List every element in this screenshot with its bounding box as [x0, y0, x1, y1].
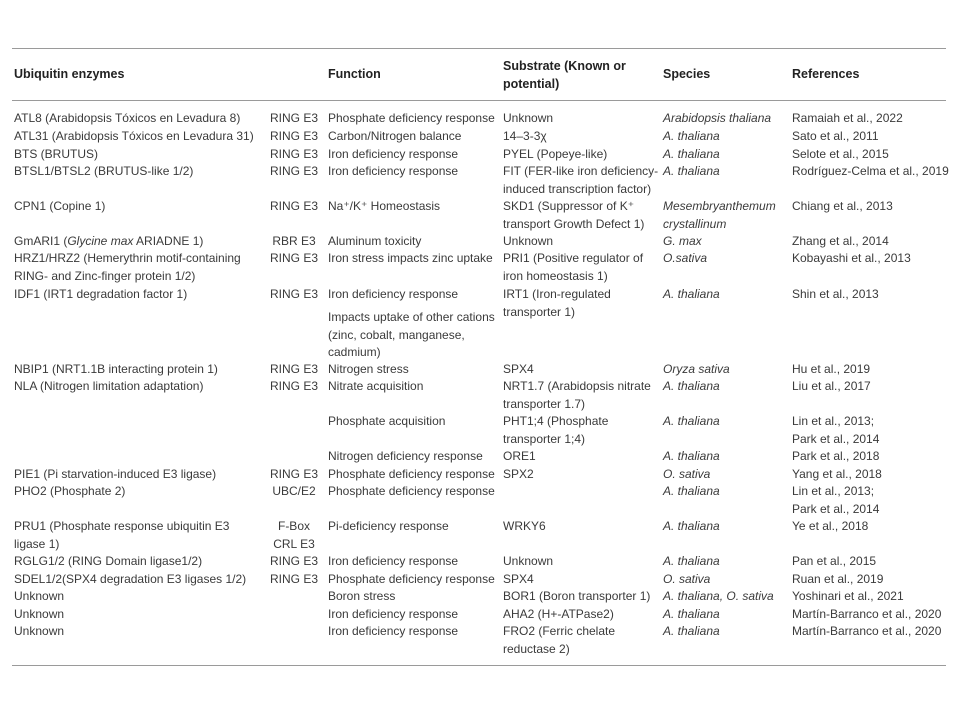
- function-cell: Phosphate acquisition: [328, 414, 446, 428]
- substrate-line: FIT (FER-like iron deficiency-: [503, 164, 659, 178]
- substrate-line: IRT1 (Iron-regulated: [503, 287, 611, 301]
- column-header-substrate: [503, 58, 626, 93]
- function-cell: Aluminum toxicity: [328, 234, 422, 248]
- substrate-line: SKD1 (Suppressor of K⁺: [503, 199, 635, 213]
- substrate-cell: [503, 198, 644, 233]
- enzyme-cell: NLA (Nitrogen limitation adaptation): [14, 379, 204, 393]
- reference-cell: Hu et al., 2019: [792, 362, 871, 376]
- substrate-cell: [503, 250, 643, 285]
- enzyme-type-cell: RING E3: [269, 199, 318, 213]
- substrate-line: transport Growth Defect 1): [503, 216, 645, 231]
- substrate-cell: [503, 623, 615, 658]
- enzyme-type-cell: [264, 518, 324, 553]
- enzyme-cell: RGLG1/2 (RING Domain ligase1/2): [14, 554, 203, 568]
- function-cell: Carbon/Nitrogen balance: [328, 129, 462, 143]
- enzyme-type-cell: RING E3: [269, 554, 318, 568]
- species-cell: O. sativa: [663, 467, 711, 481]
- enzyme-text: GmARI1 (: [14, 234, 68, 248]
- species-cell: A. thaliana: [663, 287, 720, 301]
- function-cell: Iron deficiency response: [328, 287, 459, 301]
- enzyme-cell: [14, 233, 203, 251]
- substrate-cell: Unknown: [503, 111, 554, 125]
- function-cell: Iron deficiency response: [328, 164, 459, 178]
- species-cell: A. thaliana: [663, 379, 720, 393]
- species-cell: Arabidopsis thaliana: [663, 111, 772, 125]
- species-line: Mesembryanthemum: [663, 199, 776, 213]
- enzyme-cell: ATL8 (Arabidopsis Tóxicos en Levadura 8): [14, 111, 241, 125]
- enzyme-cell: Unknown: [14, 589, 65, 603]
- substrate-line: transporter 1;4): [503, 431, 586, 446]
- enzyme-cell: BTS (BRUTUS): [14, 147, 98, 161]
- species-cell: A. thaliana: [663, 554, 720, 568]
- enzyme-type-cell: RING E3: [269, 164, 318, 178]
- enzyme-type-cell: RING E3: [269, 572, 318, 586]
- substrate-cell: Unknown: [503, 234, 554, 248]
- function-cell: Iron deficiency response: [328, 624, 459, 638]
- substrate-cell: [503, 378, 651, 413]
- substrate-line: transporter 1): [503, 304, 576, 319]
- reference-cell: Selote et al., 2015: [792, 147, 889, 161]
- substrate-cell: BOR1 (Boron transporter 1): [503, 589, 651, 603]
- enzyme-type-cell: RING E3: [269, 379, 318, 393]
- species-cell: G. max: [663, 234, 702, 248]
- column-header-species: Species: [663, 67, 711, 81]
- species-cell: A. thaliana: [663, 484, 720, 498]
- substrate-cell: WRKY6: [503, 519, 546, 533]
- reference-cell: Ruan et al., 2019: [792, 572, 884, 586]
- function-cell: Nitrogen stress: [328, 362, 409, 376]
- enzyme-cell: Unknown: [14, 607, 65, 621]
- column-header-substrate-line2: potential): [503, 76, 560, 91]
- function-cell: Phosphate deficiency response: [328, 572, 495, 586]
- substrate-cell: ORE1: [503, 449, 536, 463]
- substrate-line: FRO2 (Ferric chelate: [503, 624, 616, 638]
- reference-line: Lin et al., 2013;: [792, 414, 875, 428]
- reference-line: Park et al., 2014: [792, 501, 880, 516]
- enzyme-line: HRZ1/HRZ2 (Hemerythrin motif-containing: [14, 251, 241, 265]
- species-cell: A. thaliana: [663, 129, 720, 143]
- enzyme-cell: PIE1 (Pi starvation-induced E3 ligase): [14, 467, 217, 481]
- species-cell: A. thaliana: [663, 414, 720, 428]
- enzyme-cell: ATL31 (Arabidopsis Tóxicos en Levadura 31): [14, 129, 254, 143]
- substrate-cell: PYEL (Popeye-like): [503, 147, 608, 161]
- function-cell: Phosphate deficiency response: [328, 484, 495, 498]
- reference-cell: [792, 483, 879, 518]
- substrate-cell: [503, 286, 611, 321]
- substrate-line: NRT1.7 (Arabidopsis nitrate: [503, 379, 651, 393]
- function-cell: Na⁺/K⁺ Homeostasis: [328, 199, 441, 213]
- reference-line: Lin et al., 2013;: [792, 484, 875, 498]
- enzyme-species-italic: Glycine max: [67, 234, 134, 248]
- reference-cell: Zhang et al., 2014: [792, 234, 889, 248]
- function-cell: Iron deficiency response: [328, 554, 459, 568]
- enzyme-cell: [14, 250, 241, 285]
- reference-cell: Martín-Barranco et al., 2020: [792, 607, 942, 621]
- species-cell: A. thaliana: [663, 147, 720, 161]
- function-cell: Boron stress: [328, 589, 396, 603]
- enzyme-cell: BTSL1/BTSL2 (BRUTUS-like 1/2): [14, 164, 194, 178]
- table-top-rule: [12, 48, 946, 49]
- function-cell: Iron deficiency response: [328, 607, 459, 621]
- enzyme-text: ARIADNE 1): [133, 234, 204, 248]
- reference-cell: Park et al., 2018: [792, 449, 880, 463]
- enzyme-cell: IDF1 (IRT1 degradation factor 1): [14, 287, 188, 301]
- reference-cell: Kobayashi et al., 2013: [792, 251, 911, 265]
- substrate-line: induced transcription factor): [503, 181, 652, 196]
- species-cell: A. thaliana, O. sativa: [663, 589, 774, 603]
- enzyme-type-cell: RING E3: [269, 111, 318, 125]
- function-cell: Nitrate acquisition: [328, 379, 424, 393]
- reference-cell: [792, 413, 879, 448]
- enzyme-cell: NBIP1 (NRT1.1B interacting protein 1): [14, 362, 218, 376]
- substrate-cell: [503, 163, 658, 198]
- substrate-line: PRI1 (Positive regulator of: [503, 251, 644, 265]
- column-header-references: References: [792, 67, 860, 81]
- table-bottom-rule: [12, 665, 946, 666]
- function-cell: Phosphate deficiency response: [328, 467, 495, 481]
- function-cell: Iron stress impacts zinc uptake: [328, 251, 493, 265]
- enzyme-type-cell: RING E3: [269, 362, 318, 376]
- enzyme-type-line: F-Box: [277, 519, 310, 533]
- function-cell: Phosphate deficiency response: [328, 111, 495, 125]
- function-cell: Iron deficiency response: [328, 147, 459, 161]
- substrate-cell: AHA2 (H+-ATPase2): [503, 607, 614, 621]
- reference-cell: Rodríguez-Celma et al., 2019: [792, 164, 949, 178]
- substrate-cell: SPX4: [503, 572, 534, 586]
- reference-cell: Ye et al., 2018: [792, 519, 869, 533]
- reference-cell: Martín-Barranco et al., 2020: [792, 624, 942, 638]
- function-line: (zinc, cobalt, manganese,: [328, 327, 465, 342]
- species-cell: A. thaliana: [663, 519, 720, 533]
- enzyme-cell: CPN1 (Copine 1): [14, 199, 106, 213]
- reference-line: Park et al., 2014: [792, 431, 880, 446]
- species-cell: A. thaliana: [663, 449, 720, 463]
- enzyme-type-line: CRL E3: [273, 536, 315, 551]
- species-cell: Oryza sativa: [663, 362, 730, 376]
- enzyme-type-cell: RING E3: [269, 287, 318, 301]
- function-cell: Nitrogen deficiency response: [328, 449, 483, 463]
- substrate-cell: [503, 413, 608, 448]
- substrate-line: reductase 2): [503, 641, 570, 656]
- reference-cell: Shin et al., 2013: [792, 287, 879, 301]
- species-line: crystallinum: [663, 216, 727, 231]
- enzyme-type-cell: RING E3: [269, 467, 318, 481]
- function-line: cadmium): [328, 345, 381, 359]
- reference-cell: Yang et al., 2018: [792, 467, 882, 481]
- enzyme-type-cell: RBR E3: [272, 234, 316, 248]
- enzyme-line: RING- and Zinc-finger protein 1/2): [14, 268, 196, 283]
- enzyme-type-cell: RING E3: [269, 147, 318, 161]
- species-cell: A. thaliana: [663, 624, 720, 638]
- enzyme-cell: SDEL1/2(SPX4 degradation E3 ligases 1/2): [14, 572, 247, 586]
- reference-cell: Ramaiah et al., 2022: [792, 111, 903, 125]
- enzyme-type-cell: RING E3: [269, 129, 318, 143]
- species-cell: [663, 198, 776, 233]
- reference-cell: Chiang et al., 2013: [792, 199, 893, 213]
- enzyme-type-cell: UBC/E2: [272, 484, 316, 498]
- enzyme-line: PRU1 (Phosphate response ubiquitin E3: [14, 519, 230, 533]
- enzyme-cell: Unknown: [14, 624, 65, 638]
- substrate-cell: Unknown: [503, 554, 554, 568]
- reference-cell: Sato et al., 2011: [792, 129, 879, 143]
- substrate-line: PHT1;4 (Phosphate: [503, 414, 609, 428]
- enzyme-cell: [14, 518, 229, 553]
- function-line: Impacts uptake of other cations: [328, 310, 495, 324]
- function-cell: Pi-deficiency response: [328, 519, 449, 533]
- reference-cell: Liu et al., 2017: [792, 379, 871, 393]
- species-cell: O. sativa: [663, 572, 711, 586]
- substrate-line: iron homeostasis 1): [503, 268, 608, 283]
- substrate-line: transporter 1.7): [503, 396, 586, 411]
- function-cell: [328, 309, 495, 362]
- substrate-cell: SPX4: [503, 362, 534, 376]
- table-header-rule: [12, 100, 946, 101]
- column-header-function: Function: [328, 67, 381, 81]
- enzyme-type-cell: RING E3: [269, 251, 318, 265]
- enzyme-cell: PHO2 (Phosphate 2): [14, 484, 126, 498]
- species-cell: O.sativa: [663, 251, 708, 265]
- reference-cell: Pan et al., 2015: [792, 554, 877, 568]
- species-cell: A. thaliana: [663, 607, 720, 621]
- reference-cell: Yoshinari et al., 2021: [792, 589, 904, 603]
- substrate-cell: SPX2: [503, 467, 534, 481]
- substrate-cell: 14–3-3χ: [503, 129, 547, 143]
- enzyme-line: ligase 1): [14, 536, 60, 551]
- column-header-enzymes: Ubiquitin enzymes: [14, 67, 125, 81]
- column-header-substrate-line1: Substrate (Known or: [503, 59, 626, 73]
- species-cell: A. thaliana: [663, 164, 720, 178]
